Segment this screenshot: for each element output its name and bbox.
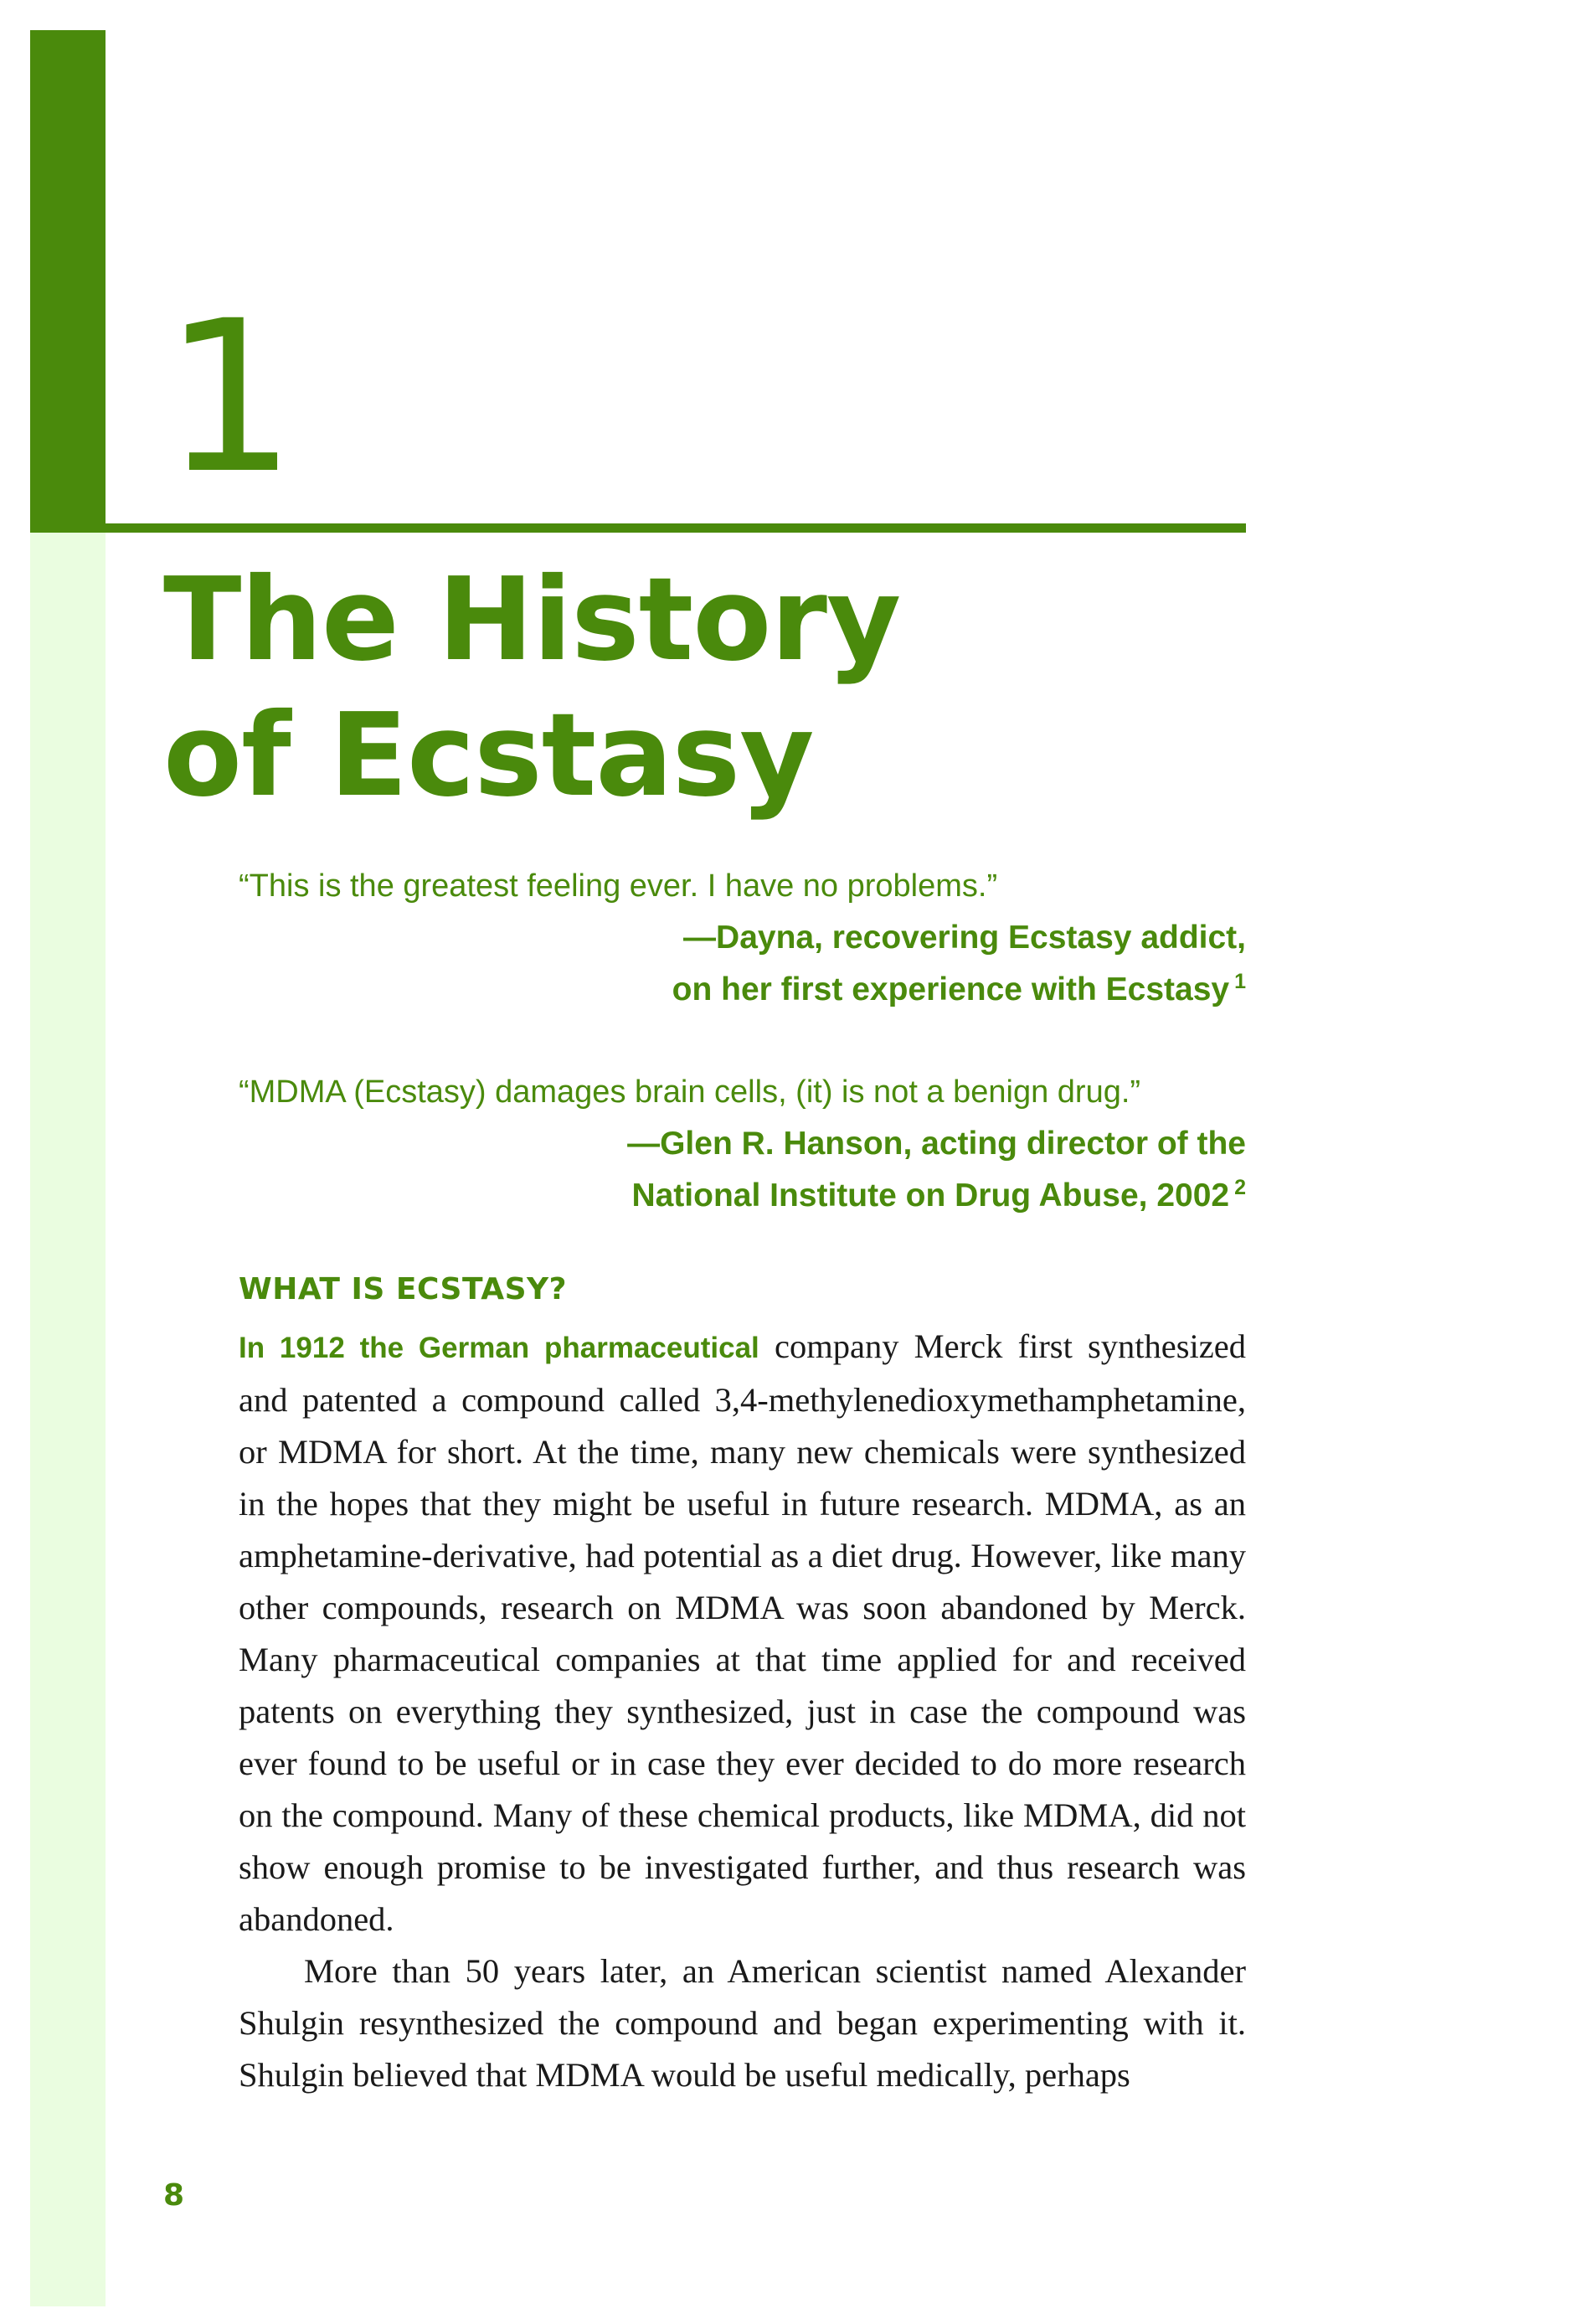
body-paragraph-1	[239, 1321, 1246, 1945]
epigraph-2	[239, 1066, 1246, 1222]
epigraph-attribution-text: on her first experience with Ecstasy	[672, 971, 1230, 1007]
chapter-title-line-1: The History	[163, 554, 901, 687]
chapter-number: 1	[163, 276, 297, 519]
paragraph-lead-in: In 1912 the German pharmaceutical	[239, 1332, 759, 1364]
epigraph-quote: “This is the greatest feeling ever. I have no problems.”	[239, 868, 998, 904]
footnote-ref[interactable]: 1	[1234, 970, 1246, 993]
epigraph-attribution-line-1: —Glen R. Hanson, acting director of the	[627, 1126, 1246, 1162]
epigraph-attribution-line-1: —Dayna, recovering Ecstasy addict,	[683, 920, 1246, 956]
epigraph-attribution-line-2	[239, 1170, 1246, 1222]
chapter-accent-bar	[30, 30, 106, 533]
epigraph-quote: “MDMA (Ecstasy) damages brain cells, (it) is not a benign drug.”	[239, 1074, 1141, 1110]
epigraph-1	[239, 860, 1246, 1016]
page-number: 8	[163, 2178, 185, 2213]
body-paragraph-2: More than 50 years later, an American scientist named Alexander Shulgin resynthesized the compound and began experimenting with it. Shulgin believed that MDMA would be useful medically, perhaps	[239, 1952, 1246, 2094]
chapter-title-line-2: of Ecstasy	[163, 689, 814, 822]
epigraph-attribution-text: National Institute on Drug Abuse, 2002	[631, 1177, 1230, 1214]
margin-tint-bar	[30, 533, 106, 2306]
epigraph-attribution-line-2	[239, 964, 1246, 1016]
section-heading: WHAT IS ECSTASY?	[239, 1272, 567, 1306]
chapter-title	[163, 553, 900, 824]
footnote-ref[interactable]: 2	[1234, 1176, 1246, 1199]
paragraph-1-text: company Merck first synthesized and patented a compound called 3,4-methylenedioxymethamphetamine, or MDMA for short. At the time, many new chemicals were synthesized in the hopes that they might be useful in future research. MDMA, as an amphetamine-derivative, had potential as a diet drug. However, like many other compounds, research on MDMA was soon abandoned by Merck. Many pharmaceutical companies at that time applied for and received patents on everything they synthesized, just in case the compound was ever found to be useful or in case they ever decided to do more research on the compound. Many of these chemical products, like MDMA, did not show enough promise to be investigated further, and thus research was abandoned.	[239, 1327, 1246, 1938]
body-text	[239, 1321, 1246, 2101]
